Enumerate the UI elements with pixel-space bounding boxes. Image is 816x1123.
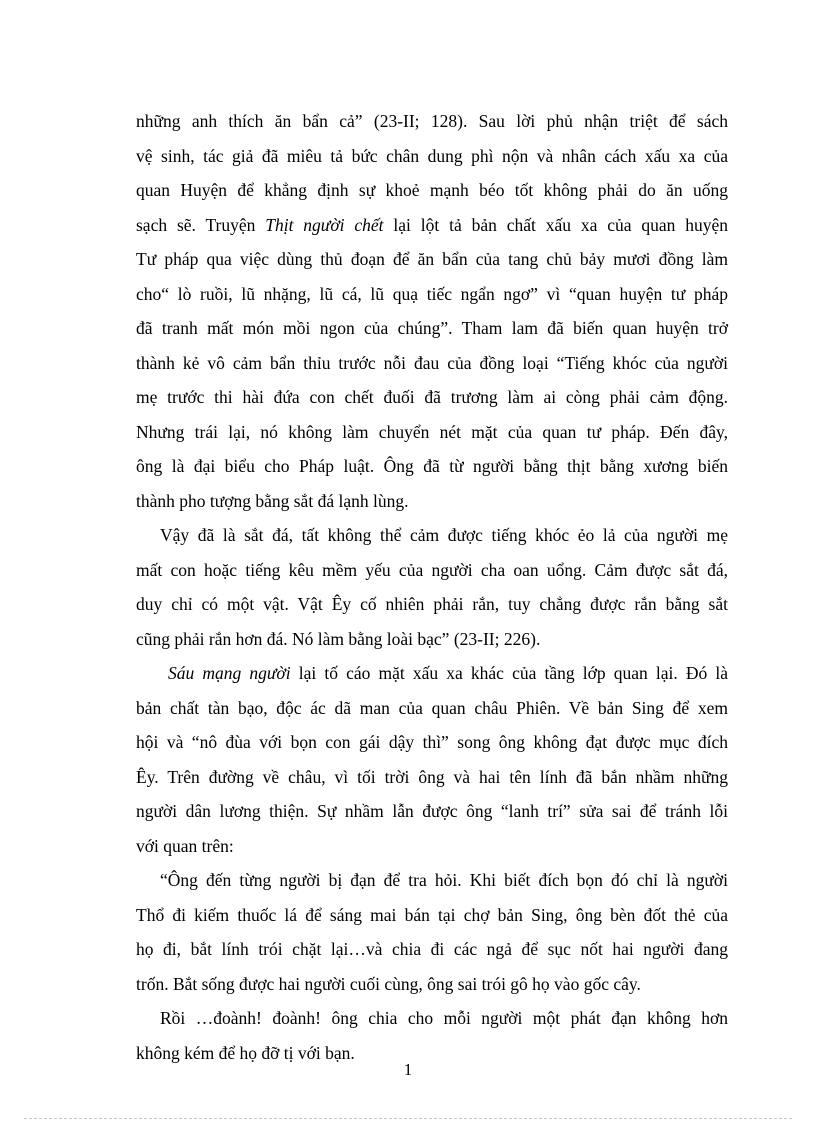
text-line: họ đi, bắt lính trói chặt lại…và chia đi các ngả để sục nốt hai người đang [136,939,728,959]
text-line: Rồi …đoành! đoành! ông chia cho mỗi người một phát đạn không hơn [160,1008,728,1028]
text-line: cũng phải rắn hơn đá. Nó làm bằng loài bạc” (23-II; 226). [136,628,541,649]
text-line: hội và “nô đùa với bọn con gái dậy thì” song ông không đạt được mục đích [136,732,728,752]
text-line [136,656,728,691]
text-line: đã tranh mất món mồi ngon của chúng”. Tham lam đã biến quan huyện trở [136,318,728,338]
text-line: vệ sinh, tác giả đã miêu tả bức chân dung phì nộn và nhân cách xấu xa của [136,145,728,166]
text-segment: sạch sẽ. Truyện [136,214,266,235]
paragraph-2 [136,518,728,656]
story-title-sau-mang-nguoi: Sáu mạng người [168,663,291,683]
text-line: với quan trên: [136,835,234,856]
text-line: cho“ lò ruồi, lũ nhặng, lũ cá, lũ quạ tiếc ngẩn ngơ” vì “quan huyện tư pháp [136,283,728,304]
paragraph-3 [136,656,728,863]
text-line: bản chất tàn bạo, độc ác dã man của quan châu Phiên. Về bản Sing để xem [136,697,728,718]
text-line: thành kẻ vô cảm bẩn thỉu trước nỗi đau của đồng loại “Tiếng khóc của người [136,352,728,373]
text-segment: lại tố cáo mặt xấu xa khác của tầng lớp quan lại. Đó là [290,663,728,683]
text-line: “Ông đến từng người bị đạn để tra hỏi. Khi biết đích bọn đó chỉ là người [160,870,728,890]
text-line: Nhưng trái lại, nó không làm chuyển nét mặt của quan tư pháp. Đến đây, [136,421,728,442]
text-line: Thổ đi kiếm thuốc lá để sáng mai bán tại chợ bản Sing, ông bèn đốt thẻ của [136,904,728,925]
text-line: người dân lương thiện. Sự nhầm lẫn được ông “lanh trí” sửa sai để tránh lỗi [136,801,728,821]
text-line: quan Huyện để khẳng định sự khoẻ mạnh béo tốt không phải do ăn uống [136,180,728,200]
text-line: mẹ trước thi hài đứa con chết đuối đã trương làm ai còng phải cảm động. [136,387,728,407]
page-number: 1 [403,1060,413,1079]
story-title-thit-nguoi-chet: Thịt người chết [265,214,384,235]
text-line: trốn. Bắt sống được hai người cuối cùng, ông sai trói gô họ vào gốc cây. [136,973,641,994]
text-line: Tư pháp qua việc dùng thủ đoạn để ăn bẩn của tang chủ bảy mươi đồng làm [136,249,728,269]
paragraph-4-quote [136,863,728,1001]
text-line: những anh thích ăn bẩn cả” (23-II; 128). Sau lời phủ nhận triệt để sách [136,111,728,131]
text-line: mất con hoặc tiếng kêu mềm yếu của người cha oan uổng. Cảm được sắt đá, [136,559,728,580]
text-line: ông là đại biểu cho Pháp luật. Ông đã từ người bằng thịt bằng xương biến [136,456,728,476]
page-bottom-divider [24,1118,792,1119]
text-line: thành pho tượng bằng sắt đá lạnh lùng. [136,490,409,511]
text-segment: lại lột tả bản chất xấu xa của quan huyện [383,214,728,235]
body-text [136,104,728,1070]
text-line: không kém để họ đỡ tị với bạn. [136,1042,355,1063]
text-line: Vậy đã là sắt đá, tất không thể cảm được tiếng khóc ẻo lả của người mẹ [160,525,728,545]
paragraph-1 [136,104,728,518]
text-line: Êy. Trên đường về châu, vì tối trời ông và hai tên lính đã bắn nhầm những [136,766,728,787]
text-line [136,208,728,243]
text-line: duy chỉ có một vật. Vật Êy cố nhiên phải rắn, tuy chẳng được rắn bằng sắt [136,594,728,614]
